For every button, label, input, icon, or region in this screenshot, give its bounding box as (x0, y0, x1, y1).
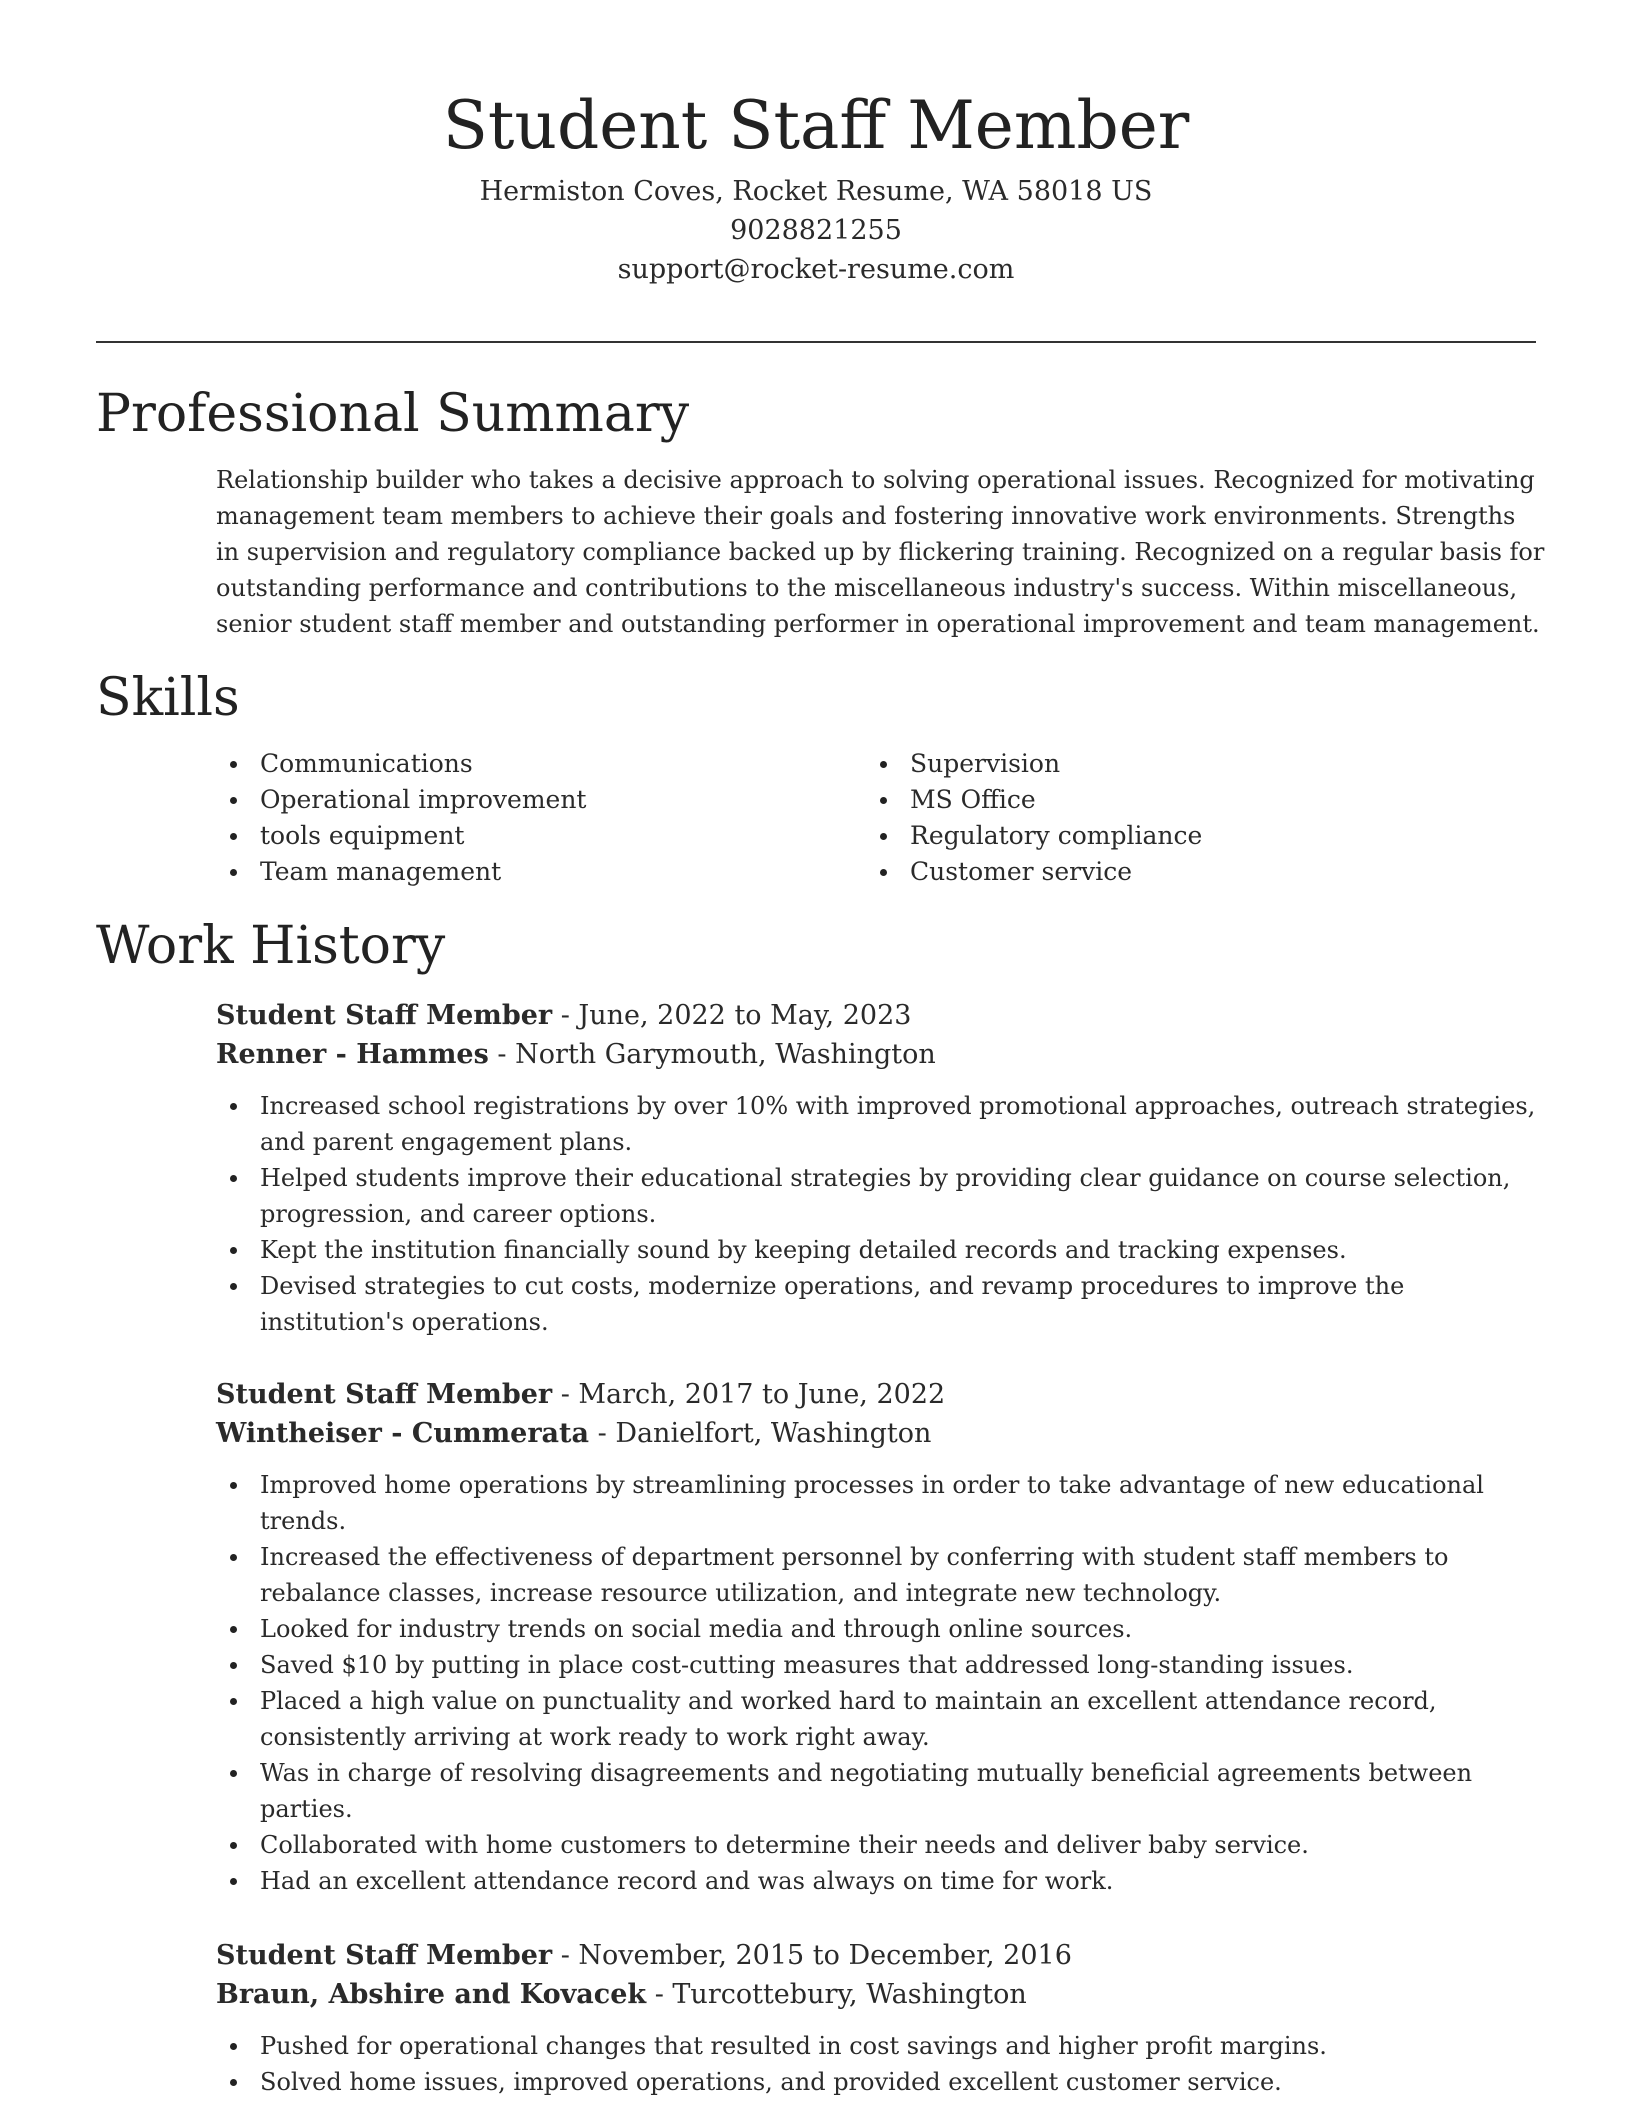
job-bullet: Increased the effectiveness of department personnel by conferring with student staff members to rebalance classes, increase resource utilization, and integrate new technology. (260, 1539, 1536, 1611)
skill-item: Supervision (910, 746, 1202, 782)
job-location: Turcottebury, Washington (672, 1979, 1027, 2010)
job-bullet: Had an excellent attendance record and was always on time for work. (260, 1863, 1536, 1899)
job-bullet: Kept the institution financially sound by keeping detailed records and tracking expenses. (260, 1232, 1536, 1268)
company-name: Wintheiser - Cummerata (216, 1418, 590, 1449)
skill-item: tools equipment (260, 818, 586, 854)
skill-item: Customer service (910, 854, 1202, 890)
address: Hermiston Coves, Rocket Resume, WA 58018 US (479, 176, 1153, 207)
job-title-line (216, 1936, 1536, 1975)
separator: - (552, 1000, 579, 1031)
section-title-skills: Skills (96, 668, 240, 728)
skill-item: MS Office (910, 782, 1202, 818)
separator: - (552, 1379, 579, 1410)
job-location: North Garymouth, Washington (515, 1039, 936, 1070)
separator: - (552, 1940, 579, 1971)
email-address: support@rocket-resume.com (617, 254, 1015, 285)
skill-item: Operational improvement (260, 782, 586, 818)
section-title-summary: Professional Summary (96, 384, 690, 444)
separator: - (488, 1039, 516, 1070)
skill-item: Regulatory compliance (910, 818, 1202, 854)
job-bullet: Solved home issues, improved operations, and provided excellent customer service. (260, 2064, 1536, 2100)
job-entry (216, 996, 1536, 1340)
job-dates: March, 2017 to June, 2022 (578, 1379, 946, 1410)
job-bullet: Placed a high value on punctuality and worked hard to maintain an excellent attendance record, consistently arriving at work ready to work right away. (260, 1683, 1536, 1755)
separator: - (589, 1418, 616, 1449)
skill-item: Team management (260, 854, 586, 890)
job-company-line (216, 1975, 1536, 2014)
job-bullet: Collaborated with home customers to determine their needs and deliver baby service. (260, 1827, 1536, 1863)
resume-header (96, 80, 1536, 289)
summary-text: Relationship builder who takes a decisive approach to solving operational issues. Recognized for motivating management team members to achieve their goals and fostering innovative work environments. Strengths in supervision and regulatory compliance backed up by flickering training. Recognized on a regular basis for outstanding performance and contributions to the miscellaneous industry's success. Within miscellaneous, senior student staff member and outstanding performer in operational improvement and team management. (216, 466, 1545, 638)
header-divider (96, 341, 1536, 343)
job-bullet: Increased school registrations by over 10% with improved promotional approaches, outreach strategies, and parent engagement plans. (260, 1088, 1536, 1160)
job-bullets (216, 1467, 1536, 1899)
candidate-name: Student Staff Member (442, 87, 1190, 164)
separator: - (646, 1979, 673, 2010)
job-bullet: Looked for industry trends on social media and through online sources. (260, 1611, 1536, 1647)
job-bullet: Devised strategies to cut costs, modernize operations, and revamp procedures to improve the institution's operations. (260, 1268, 1536, 1340)
job-dates: June, 2022 to May, 2023 (578, 1000, 912, 1031)
job-bullet: Pushed for operational changes that resulted in cost savings and higher profit margins. (260, 2028, 1536, 2064)
company-name: Renner - Hammes (216, 1039, 489, 1070)
job-entry (216, 1936, 1536, 2100)
job-bullets (216, 1088, 1536, 1340)
job-title-line (216, 996, 1536, 1035)
company-name: Braun, Abshire and Kovacek (216, 1979, 647, 2010)
job-title: Student Staff Member (216, 1940, 553, 1971)
job-location: Danielfort, Washington (615, 1418, 932, 1449)
job-title: Student Staff Member (216, 1000, 553, 1031)
job-dates: November, 2015 to December, 2016 (578, 1940, 1072, 1971)
job-bullet: Helped students improve their educational strategies by providing clear guidance on course selection, progression, and career options. (260, 1160, 1536, 1232)
skill-item: Communications (260, 746, 586, 782)
skills-list-right (866, 746, 1202, 890)
job-bullet: Was in charge of resolving disagreements and negotiating mutually beneficial agreements between parties. (260, 1755, 1536, 1827)
phone-number: 9028821255 (730, 215, 902, 246)
job-company-line (216, 1414, 1536, 1453)
job-bullet: Saved $10 by putting in place cost-cutting measures that addressed long-standing issues. (260, 1647, 1536, 1683)
skills-list-left (216, 746, 586, 890)
job-entry (216, 1375, 1536, 1899)
job-title: Student Staff Member (216, 1379, 553, 1410)
job-bullet: Improved home operations by streamlining processes in order to take advantage of new educational trends. (260, 1467, 1536, 1539)
job-title-line (216, 1375, 1536, 1414)
job-bullets (216, 2028, 1536, 2100)
section-title-work-history: Work History (96, 916, 446, 976)
job-company-line (216, 1035, 1536, 1074)
